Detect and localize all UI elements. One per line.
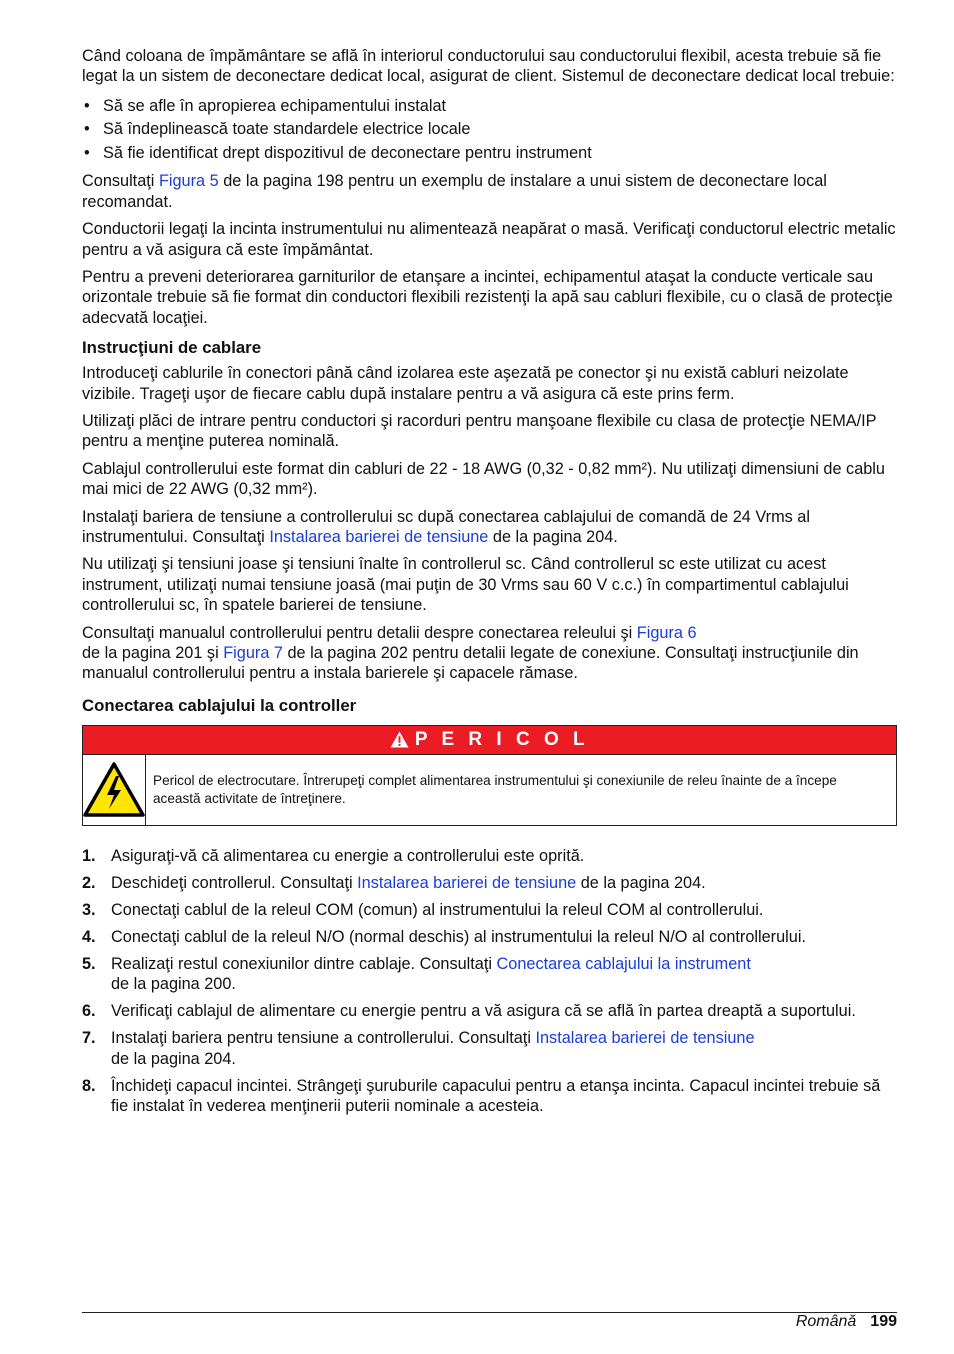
text-span: de la pagina 201 şi [82,644,224,663]
list-item-text: Să îndeplinească toate standardele electrice locale [103,120,471,139]
step-number: 1. [82,846,96,865]
text-span: Instalaţi bariera de tensiune a controllerului sc după conectarea cablajului de comandă de 24 Vrms al instrumentului. Consultaţi [82,507,810,546]
step-text: Conectaţi cablul de la releul COM (comun) al instrumentului la releul COM al controllerului. [111,900,764,919]
step-text: Realizaţi restul conexiunilor dintre cablaje. Consultaţi [111,954,497,973]
paragraph-seals: Pentru a preveni deteriorarea garniturilor de etanşare a incintei, echipamentul ataşat la conducte verticale sau orizontale trebuie să fie format din conductori flexibili rezistenţi la apă sau cabluri flexibile, cu o clasă de protecţie adecvată locaţiei. [82,267,893,327]
step-number: 3. [82,900,96,919]
list-item [82,95,897,119]
link-voltage-barrier[interactable]: Instalarea barierei de tensiune [535,1029,755,1048]
warning-triangle-icon [390,731,409,748]
step-item [82,954,897,995]
list-item [82,118,897,142]
paragraph-entry-plates: Utilizaţi plăci de intrare pentru conductori şi racorduri pentru manşoane flexibile cu clasa de protecţie NEMA/IP pentru a menţine puterea nominală. [82,411,877,451]
footer-divider [82,1312,897,1313]
danger-title: P E R I C O L [414,728,590,750]
step-text: Verificaţi cablajul de alimentare cu energie pentru a vă asigura că se află în partea dreaptă a suportului. [111,1002,856,1021]
danger-icon-cell [83,755,146,825]
link-instrument-wiring[interactable]: Conectarea cablajului la instrument [496,954,751,973]
step-text: de la pagina 200. [111,975,236,994]
step-text: de la pagina 204. [576,873,706,892]
step-text: Deschideţi controllerul. Consultaţi [111,873,358,892]
step-number: 4. [82,927,96,946]
page-footer [796,1312,897,1332]
step-number: 8. [82,1076,96,1095]
step-number: 5. [82,954,96,973]
paragraph-conductors: Conductorii legaţi la incinta instrumentului nu alimentează neapărat o masă. Verificaţi conductorul electric metalic pentru a vă asigura că este împământat. [82,220,896,259]
text-span: de la pagina 202 pentru detalii legate de conexiune. Consultaţi instrucţiunile din manualul controllerului pentru a instala barierele şi capacele rămase. [82,644,859,683]
step-text: de la pagina 204. [111,1049,236,1068]
paragraph-relay-ref [82,623,897,684]
link-voltage-barrier[interactable]: Instalarea barierei de tensiune [269,528,489,546]
bullet-glyph: • [84,143,90,162]
text-span: Consultaţi [82,172,159,191]
step-text: Asiguraţi-vă că alimentarea cu energie a controllerului este oprită. [111,846,585,865]
step-item [82,1001,897,1021]
bullet-glyph: • [84,120,90,139]
page-content [82,46,897,1123]
paragraph-voltages: Nu utilizaţi şi tensiuni joase şi tensiuni înalte în controllerul sc. Când controllerul sc este utilizat cu acest instrument, utilizaţi numai tensiune joasă (mai puţin de 30 Vrms sau 60 V c.c.) în compartimentul cablajului controllerului sc, în spatele barierei de tensiune. [82,555,849,615]
section-heading-wiring: Instrucţiuni de cablare [82,338,262,358]
step-item [82,927,897,947]
procedure-steps [82,846,897,1117]
danger-box [82,725,897,826]
disconnect-requirements-list [82,95,897,166]
list-item [82,142,897,166]
section-heading-controller: Conectarea cablajului la controller [82,695,357,715]
paragraph-awg: Cablajul controllerului este format din cabluri de 22 - 18 AWG (0,32 - 0,82 mm²). Nu utilizaţi dimensiuni de cablu mai mici de 22 AWG (0,32 mm²). [82,459,885,499]
link-figure-6[interactable]: Figura 6 [636,623,697,642]
danger-body [83,755,896,825]
text-span: de la pagina 198 pentru un exemplu de instalare a unui sistem de deconectare local recomandat. [82,172,827,211]
link-figure-7[interactable]: Figura 7 [223,644,283,663]
paragraph-insert-cables: Introduceţi cablurile în conectori până când izolarea este aşezată pe conector şi nu există cabluri neizolate vizibile. Trageţi uşor de fiecare cablu după instalare pentru a vă asigura că este prins ferm. [82,364,849,403]
step-item [82,873,897,893]
step-number: 6. [82,1002,96,1021]
step-item [82,846,897,866]
step-item [82,1076,897,1117]
danger-header [83,726,896,755]
step-number: 7. [82,1029,96,1048]
step-text: Închideţi capacul incintei. Strângeţi şuruburile capacului pentru a etanşa incinta. Capacul incintei trebuie să fie instalat în vederea menţinerii puterii nominale a acesteia. [111,1076,881,1116]
paragraph-figure5-ref [82,171,897,212]
step-text: Conectaţi cablul de la releul N/O (normal deschis) al instrumentului la releul N/O al controllerului. [111,927,806,946]
paragraph-barrier [82,507,897,548]
text-span: Consultaţi manualul controllerului pentru detalii despre conectarea releului şi [82,623,637,642]
step-item [82,900,897,920]
link-voltage-barrier[interactable]: Instalarea barierei de tensiune [357,873,577,892]
step-number: 2. [82,873,96,892]
footer-language: Română [795,1313,857,1330]
step-item [82,1028,897,1069]
list-item-text: Să se afle în apropierea echipamentului instalat [103,96,447,115]
paragraph-grounding: Când coloana de împământare se află în interiorul conductorului sau conductorului flexibil, acesta trebuie să fie legat la un sistem de deconectare dedicat local, asigurat de client. Sistemul de deconectare dedicat local trebuie: [82,47,895,86]
danger-text: Pericol de electrocutare. Întrerupeţi complet alimentarea instrumentului şi conexiunile de releu înainte de a începe această activitate de întreţinere. [153,772,837,807]
list-item-text: Să fie identificat drept dispozitivul de deconectare pentru instrument [103,143,592,162]
link-figure-5[interactable]: Figura 5 [158,172,219,191]
text-span: de la pagina 204. [488,528,618,546]
bullet-glyph: • [84,96,90,115]
electrical-hazard-icon [83,762,145,817]
step-text: Instalaţi bariera pentru tensiune a controllerului. Consultaţi [111,1029,536,1048]
page-number: 199 [870,1313,897,1330]
